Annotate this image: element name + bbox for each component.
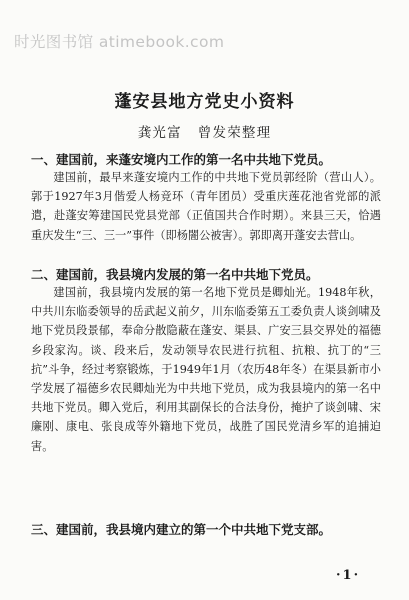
article-authors xyxy=(0,121,409,141)
section-paragraph: 建国前，最早来蓬安境内工作的中共地下党员郭经阶（营山人）。郭于1927年3月偕爱人杨竞环（青年团员）受重庆莲花池省党部的派遣，赴蓬安筹建国民党县党部（正值国共合作时期）。来县三天，恰遇重庆发生“三、三一”事件（即杨闇公被害）。郭即离开蓬安去营山。 xyxy=(31,171,381,242)
section-paragraph: 建国前，我县境内发展的第一名地下党员是卿灿光。1948年秋，中共川东临委领导的岳武起义前夕，川东临委第五工委负责人谈剑啸及地下党员段景郁，奉命分散隐蔽在蓬安、渠县、广安三县交界处的福德乡段家沟。谈、段来后，发动领导农民进行抗租、抗粮、抗丁的“三抗”斗争，经过考察锻炼，于1949年1月（农历48年冬）在渠县新市小学发展了福德乡农民卿灿光为中共地下党员，成为我县境内的第一名中共地下党员。卿入党后，利用其副保长的合法身份，掩护了谈剑啸、宋廉刚、康电、张良成等外籍地下党员，战胜了国民党清乡军的追捕迫害。 xyxy=(31,286,381,453)
site-watermark: 时光图书馆 atimebook.com xyxy=(14,33,225,51)
page-number: ·1· xyxy=(336,568,361,583)
article-title: 蓬安县地方党史小资料 xyxy=(114,92,295,112)
section-heading: 一、建国前，来蓬安境内工作的第一名中共地下党员。 xyxy=(31,152,332,167)
author-name: 龚光富 xyxy=(137,125,182,141)
section-heading: 三、建国前，我县境内建立的第一个中共地下党支部。 xyxy=(31,522,332,537)
section-heading: 二、建国前，我县境内发展的第一名中共地下党员。 xyxy=(31,267,319,282)
author-name: 曾发荣整理 xyxy=(197,125,272,141)
